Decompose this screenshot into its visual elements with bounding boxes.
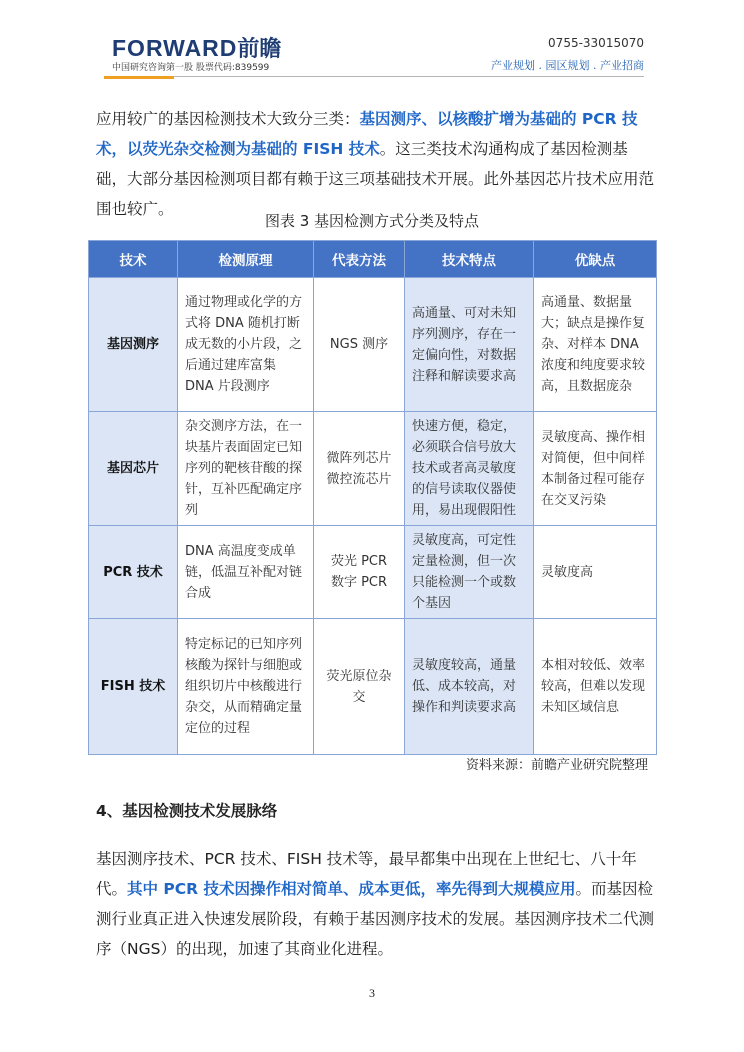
services-line: 产业规划 . 园区规划 . 产业招商 (491, 59, 644, 72)
row-features: 快速方便，稳定，必须联合信号放大技术或者高灵敏度的信号读取仪器使用，易出现假阳性 (405, 412, 534, 526)
intro-highlight: 基因测序、以核酸扩增为基础的 PCR 技术，以荧光杂交检测为基础的 FISH 技术 (96, 110, 638, 158)
table-source: 资料来源：前瞻产业研究院整理 (465, 758, 648, 773)
section-heading: 4、基因检测技术发展脉络 (96, 802, 278, 820)
table-row (89, 526, 657, 619)
intro-text-1: 应用较广的基因检测技术大致分三类： (96, 110, 360, 128)
row-pros-cons: 灵敏度高、操作相对简便，但中间样本制备过程可能存在交叉污染 (534, 412, 657, 526)
tagline: 中国研究咨询第一股 股票代码:839599 (112, 63, 270, 73)
header-method: 代表方法 (314, 241, 405, 278)
row-pros-cons: 本相对较低、效率较高，但难以发现未知区域信息 (534, 619, 657, 755)
section-text-1: 基因测序技术、PCR 技术、FISH 技术等，最早都集中出现在上世纪七、八十年代。 (96, 850, 637, 898)
section-text-2: 。而基因检测行业真正进入快速发展阶段，有赖于基因测序技术的发展。基因测序技术二代测序（NGS）的出现，加速了其商业化进程。 (96, 880, 655, 958)
row-method: 荧光原位杂交 (314, 619, 405, 755)
row-tech: PCR 技术 (89, 526, 178, 619)
row-principle: 通过物理或化学的方式将 DNA 随机打断成无数的小片段，之后通过建库富集 DNA 片段测序 (178, 278, 314, 412)
detection-methods-table (88, 240, 657, 755)
header-pros-cons: 优缺点 (534, 241, 657, 278)
header-features: 技术特点 (405, 241, 534, 278)
row-pros-cons: 高通量、数据量大；缺点是操作复杂、对样本 DNA 浓度和纯度要求较高，且数据庞杂 (534, 278, 657, 412)
row-tech: 基因芯片 (89, 412, 178, 526)
row-features: 灵敏度较高，通量低、成本较高，对操作和判读要求高 (405, 619, 534, 755)
table-row (89, 619, 657, 755)
row-features: 灵敏度高，可定性定量检测，但一次只能检测一个或数个基因 (405, 526, 534, 619)
row-principle: DNA 高温度变成单链，低温互补配对链合成 (178, 526, 314, 619)
phone-number: 0755-33015070 (548, 36, 644, 50)
header-divider (104, 76, 644, 77)
intro-text-2: 。这三类技术沟通构成了基因检测基础，大部分基因检测项目都有赖于这三项基础技术开展。此外基因芯片技术应用范围也较广。 (96, 140, 655, 218)
logo-cn: 前瞻 (237, 36, 282, 61)
row-tech: 基因测序 (89, 278, 178, 412)
header-tech: 技术 (89, 241, 178, 278)
section-highlight: 其中 PCR 技术因操作相对简单、成本更低，率先得到大规模应用 (127, 880, 576, 898)
row-method: 微阵列芯片 微控流芯片 (314, 412, 405, 526)
header-accent-bar (104, 76, 174, 79)
row-tech: FISH 技术 (89, 619, 178, 755)
page-number: 3 (369, 986, 375, 1000)
header-principle: 检测原理 (178, 241, 314, 278)
table-caption: 图表 3 基因检测方式分类及特点 (264, 212, 480, 230)
row-pros-cons: 灵敏度高 (534, 526, 657, 619)
row-principle: 杂交测序方法，在一块基片表面固定已知序列的靶核苷酸的探针，互补匹配确定序列 (178, 412, 314, 526)
intro-paragraph (96, 104, 656, 224)
table-row (89, 412, 657, 526)
table-row (89, 278, 657, 412)
row-method: 荧光 PCR 数字 PCR (314, 526, 405, 619)
row-principle: 特定标记的已知序列核酸为探针与细胞或组织切片中核酸进行杂交，从而精确定量定位的过程 (178, 619, 314, 755)
forward-logo (112, 32, 281, 63)
logo-latin: FORWARD (112, 35, 238, 61)
section-paragraph (96, 844, 656, 964)
row-features: 高通量、可对未知序列测序，存在一定偏向性，对数据注释和解读要求高 (405, 278, 534, 412)
table-header-row (89, 241, 657, 278)
row-method: NGS 测序 (314, 278, 405, 412)
page-header (0, 0, 744, 84)
